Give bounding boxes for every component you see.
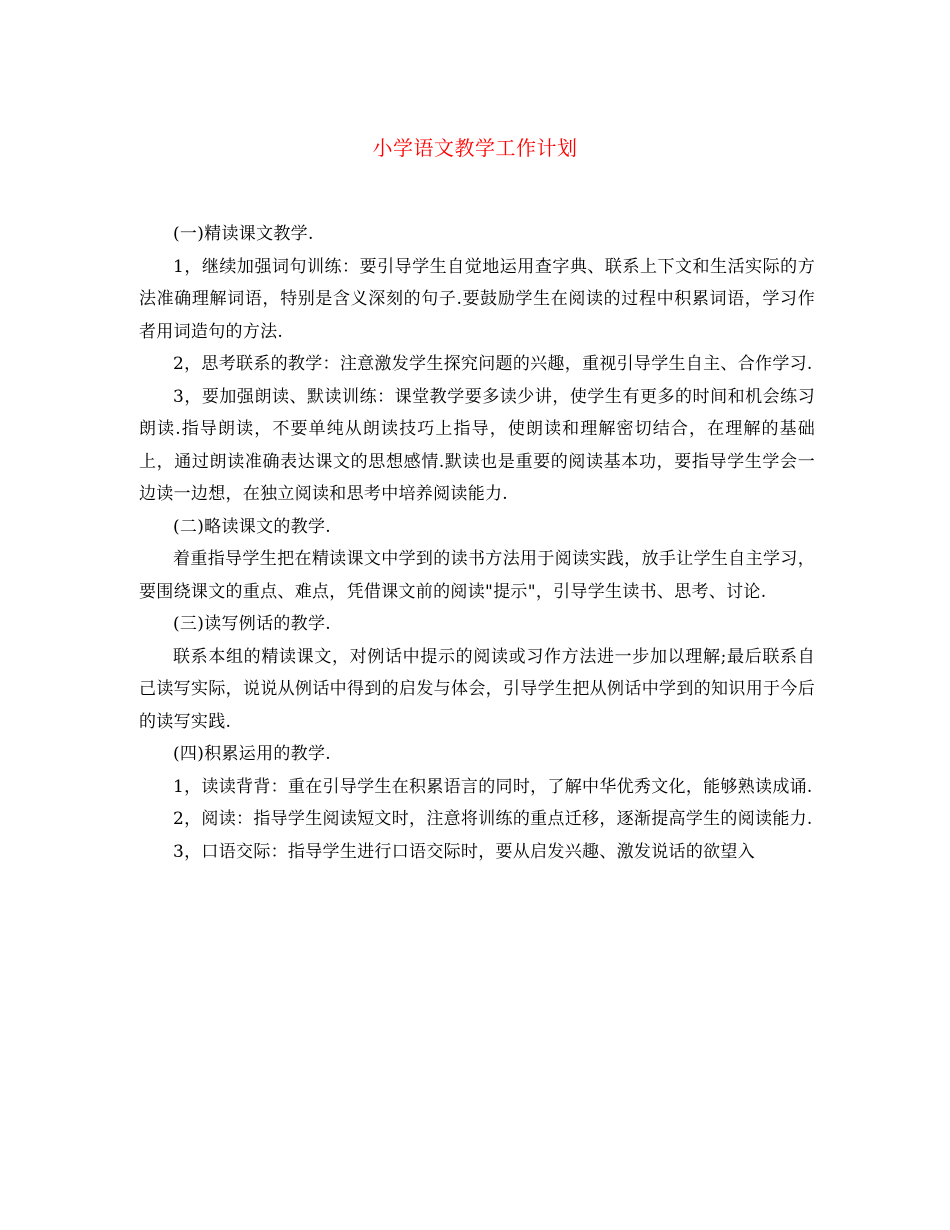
document-body <box>139 218 815 868</box>
paragraph-section-1-heading: (一)精读课文教学. <box>173 224 314 244</box>
paragraph: 着重指导学生把在精读课文中学到的读书方法用于阅读实践，放手让学生自主学习，要围绕课文的重点、难点，凭借课文前的阅读"提示"，引导学生读书、思考、讨论. <box>139 549 815 602</box>
paragraph: 联系本组的精读课文，对例话中提示的阅读或习作方法进一步加以理解;最后联系自己读写实际，说说从例话中得到的启发与体会，引导学生把从例话中学到的知识用于今后的读写实践. <box>139 646 815 732</box>
paragraph: 3，要加强朗读、默读训练：课堂教学要多读少讲，使学生有更多的时间和机会练习朗读.指导朗读，不要单纯从朗读技巧上指导，使朗读和理解密切结合，在理解的基础上，通过朗读准确表达课文的思想感情.默读也是重要的阅读基本功，要指导学生学会一边读一边想，在独立阅读和思考中培养阅读能力. <box>139 386 815 504</box>
paragraph: 2，思考联系的教学：注意激发学生探究问题的兴趣，重视引导学生自主、合作学习. <box>173 354 813 374</box>
paragraph: 1，读读背背：重在引导学生在积累语言的同时，了解中华优秀文化，能够熟读成诵. <box>173 776 813 797</box>
paragraph-section-2-heading: (二)略读课文的教学. <box>173 516 331 537</box>
paragraph: 3，口语交际：指导学生进行口语交际时，要从启发兴趣、激发说话的欲望入 <box>173 841 756 862</box>
paragraph-section-4-heading: (四)积累运用的教学. <box>173 744 331 764</box>
document-title: 小学语文教学工作计划 <box>372 136 578 160</box>
paragraph-section-3-heading: (三)读写例话的教学. <box>173 614 331 634</box>
paragraph: 1，继续加强词句训练：要引导学生自觉地运用查字典、联系上下文和生活实际的方法准确理解词语，特别是含义深刻的句子.要鼓励学生在阅读的过程中积累词语，学习作者用词造句的方法. <box>139 256 815 342</box>
paragraph: 2，阅读：指导学生阅读短文时，注意将训练的重点迁移，逐渐提高学生的阅读能力. <box>173 809 813 829</box>
